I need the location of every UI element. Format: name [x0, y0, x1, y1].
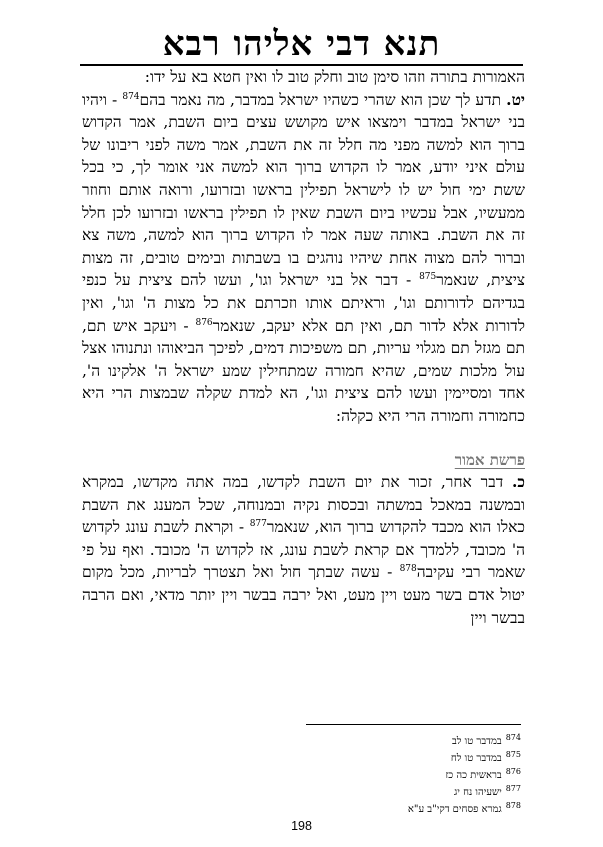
footnote-number: 874 [505, 732, 521, 742]
footnote-number: 878 [505, 800, 521, 810]
paragraph-text: תדע לך שכן הוא שהרי כשהיו ישראל במדבר, מה נאמר בהם [139, 90, 507, 109]
footnote-number: 875 [505, 749, 521, 759]
paragraph-text: - דבר אל בני ישראל וגו', ועשו להם ציצית על כנפי בגדיהם לדורותם וגו', וראיתם אותו וזכרתם את כל מצות ה' וגו', ואין לדורות אלא לדור תם, ואין תם אלא יעקב, שנאמר [82, 271, 525, 335]
footnote-text: במדבר טו לח [450, 753, 502, 764]
footnote-item [306, 784, 521, 801]
paragraph-continuation: האמורות בתורה וזהו סימן טוב וחלק טוב לו ואין חטא בא על ידו: [144, 68, 525, 86]
footnote-item [306, 750, 521, 767]
paragraph-text: - וקראת לשבת עונג לקדוש ה' מכובד, ללמדך אם קראת לשבת עונג, אז לקדוש ה' מכובד. ואף על פי שאמר רבי עקיבה [82, 518, 525, 582]
footnote-item [306, 801, 521, 818]
running-header-title: תנא דבי אליהו רבא [162, 24, 441, 64]
footnote-ref-877[interactable]: 877 [249, 519, 267, 530]
footnote-text: גמרא פסחים דקי"ב ע"א [407, 804, 502, 815]
footnote-text: ישעיהו נח יג [453, 787, 502, 798]
paragraph-text: דבר אחר, זכור את יום השבת לקדשו, במה אתה מקדשו, במקרא ובמשנה במאכל במשתה ובכסות נקיה ובמנוחה, שכל המענג את השבת כאלו הוא מכבד להקדוש ברוך הוא, שנאמר [82, 473, 525, 537]
footnote-number: 876 [505, 766, 521, 776]
paragraph-text: - עשה שבתך חול ואל תצטרך לבריות, מכל מקום יטול אדם בשר מעט ויין מעט, ואל ירבה בבשר ויין יותר מדאי, ואם הרבה בבשר ויין [82, 563, 525, 627]
section-heading-text: פרשת אמור [454, 450, 525, 469]
paragraph-marker: כ. [512, 472, 525, 492]
footnote-ref-875[interactable]: 875 [419, 272, 437, 283]
footnote-number: 877 [505, 783, 521, 793]
footnote-ref-874[interactable]: 874 [122, 91, 140, 102]
page-number: 198 [291, 819, 312, 833]
section-heading [82, 449, 525, 472]
footnote-separator [306, 724, 521, 725]
footnote-ref-876[interactable]: 876 [195, 317, 213, 328]
paragraph-marker: יט. [506, 89, 525, 109]
footnotes [306, 733, 521, 818]
paragraph-text: - ויעקב איש תם, תם מגזל תם מגלוי עריות, תם משפיכות דמים, לפיכך הביאוהו ונתנוהו אצל עול מלכות שמים, שהיא חמורה שמתחילין שמע ישראל ה' אלקינו ה', אחד ומסיימין ועשו להם ציצית וגו', הא למדת שקלה שבמצות הרי היא כחמורה וחמורה הרי היא כקלה: [82, 316, 525, 425]
footnote-text: במדבר טו לב [451, 736, 502, 747]
footnote-item [306, 733, 521, 750]
footnote-ref-878[interactable]: 878 [399, 564, 417, 575]
paragraph-20 [82, 471, 525, 629]
paragraph-text: - ויהיו בני ישראל במדבר וימצאו איש מקושש עצים ביום השבת, אמר הקדוש ברוך הוא למשה מפני מה חלל זה את השבת, אמר משה לפני ריבונו של עולם איני יודע, אמר לו הקדוש ברוך הוא למשה אני אומר לך, כי בכל ששת ימי חול יש לו לישראל תפילין בראשו ובזרועו, ורואה אותם וחוזר ממעשיו, אבל עכשיו ביום השבת שאין לו תפילין בראשו ובזרועו לכן חלל זה את השבת. באותה שעה אמר לו הקדוש ברוך הוא למשה, משה צא וברור להם מצוה אחת שיהיו נוהגים בו בשבתות ובימים טובים, זה מצות ציצית, שנאמר [82, 90, 526, 290]
footnote-item [306, 767, 521, 784]
paragraph-19 [82, 89, 525, 428]
main-text [82, 66, 525, 629]
footnote-text: בראשית כה כז [445, 770, 502, 781]
